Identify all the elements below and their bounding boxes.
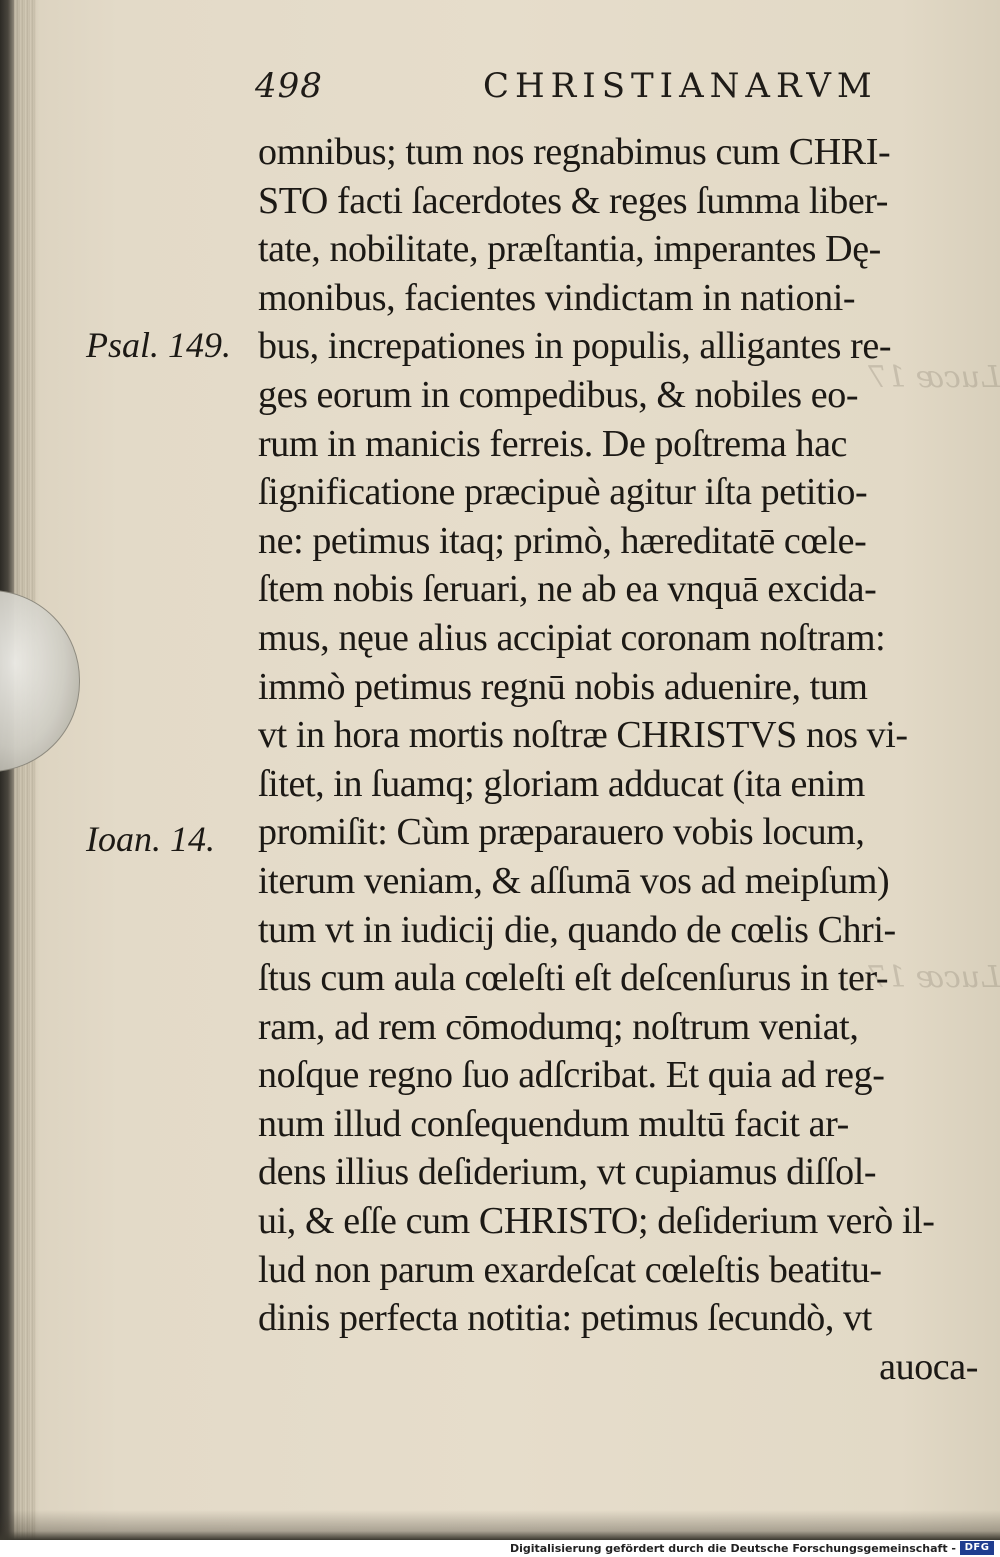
- text-line: ſtem nobis ſeruari, ne ab ea vnquā excida-: [258, 568, 877, 611]
- text-line: STO facti ſacerdotes & reges ſumma liber-: [258, 179, 889, 222]
- text-line: ui, & eſſe cum CHRISTO; deſiderium verò il-: [258, 1200, 935, 1243]
- text-line: ſtus cum aula cœleſti eſt deſcenſurus in ter-: [258, 957, 889, 1000]
- text-line: noſque regno ſuo adſcribat. Et quia ad reg-: [258, 1054, 885, 1097]
- catchword: auoca-: [879, 1345, 978, 1388]
- text-line: promiſit: Cùm præparauero vobis locum,: [258, 811, 865, 854]
- text-line: tum vt in iudicij die, quando de cœlis Chri-: [258, 908, 896, 951]
- text-line: tate, nobilitate, præſtantia, imperantes Dę-: [258, 228, 881, 271]
- text-line: monibus, facientes vindictam in nationi-: [258, 276, 856, 319]
- bleed-through-mark: Lucæ 17: [868, 960, 1000, 995]
- body-text: [258, 128, 978, 1391]
- running-title: CHRISTIANARVM: [483, 66, 878, 106]
- funding-credit: Digitalisierung gefördert durch die Deutsche Forschungsgemeinschaft -: [509, 1542, 956, 1555]
- page-tab: [0, 590, 80, 772]
- margin-note-psalm: Psal. 149.: [86, 325, 232, 365]
- page-number: 498: [255, 66, 323, 106]
- page-edge: [14, 0, 36, 1540]
- text-line: ne: petimus itaq; primò, hæreditatē cœle-: [258, 519, 867, 562]
- text-line: dinis perfecta notitia: petimus ſecundò, vt: [258, 1297, 872, 1340]
- bleed-through-mark: Lucæ 17: [868, 360, 1000, 395]
- text-line: rum in manicis ferreis. De poſtrema hac: [258, 422, 848, 465]
- text-line: ſignificatione præcipuè agitur iſta petitio-: [258, 471, 868, 514]
- text-line: num illud conſequendum multū facit ar-: [258, 1102, 849, 1145]
- text-line: vt in hora mortis noſtræ CHRISTVS nos vi-: [258, 714, 908, 757]
- page-header: [255, 66, 895, 116]
- text-line: immò petimus regnū nobis aduenire, tum: [258, 665, 868, 708]
- text-line: ſitet, in ſuamq; gloriam adducat (ita enim: [258, 762, 865, 805]
- text-line: ram, ad rem cōmodumq; noſtrum veniat,: [258, 1005, 859, 1048]
- text-line: dens illius deſiderium, vt cupiamus diſſol-: [258, 1151, 877, 1194]
- text-line: lud non parum exardeſcat cœleſtis beatitu-: [258, 1248, 882, 1291]
- text-line: ges eorum in compedibus, & nobiles eo-: [258, 373, 859, 416]
- book-shadow: [0, 1510, 1000, 1540]
- text-line: bus, increpationes in populis, alligantes re-: [258, 325, 892, 368]
- text-line: iterum veniam, & aſſumā vos ad meipſum): [258, 859, 890, 902]
- margin-note-john: Ioan. 14.: [86, 819, 215, 859]
- text-line: mus, nęue alius accipiat coronam noſtram:: [258, 616, 886, 659]
- dfg-logo: DFG: [960, 1541, 994, 1555]
- text-line: omnibus; tum nos regnabimus cum CHRI-: [258, 131, 891, 173]
